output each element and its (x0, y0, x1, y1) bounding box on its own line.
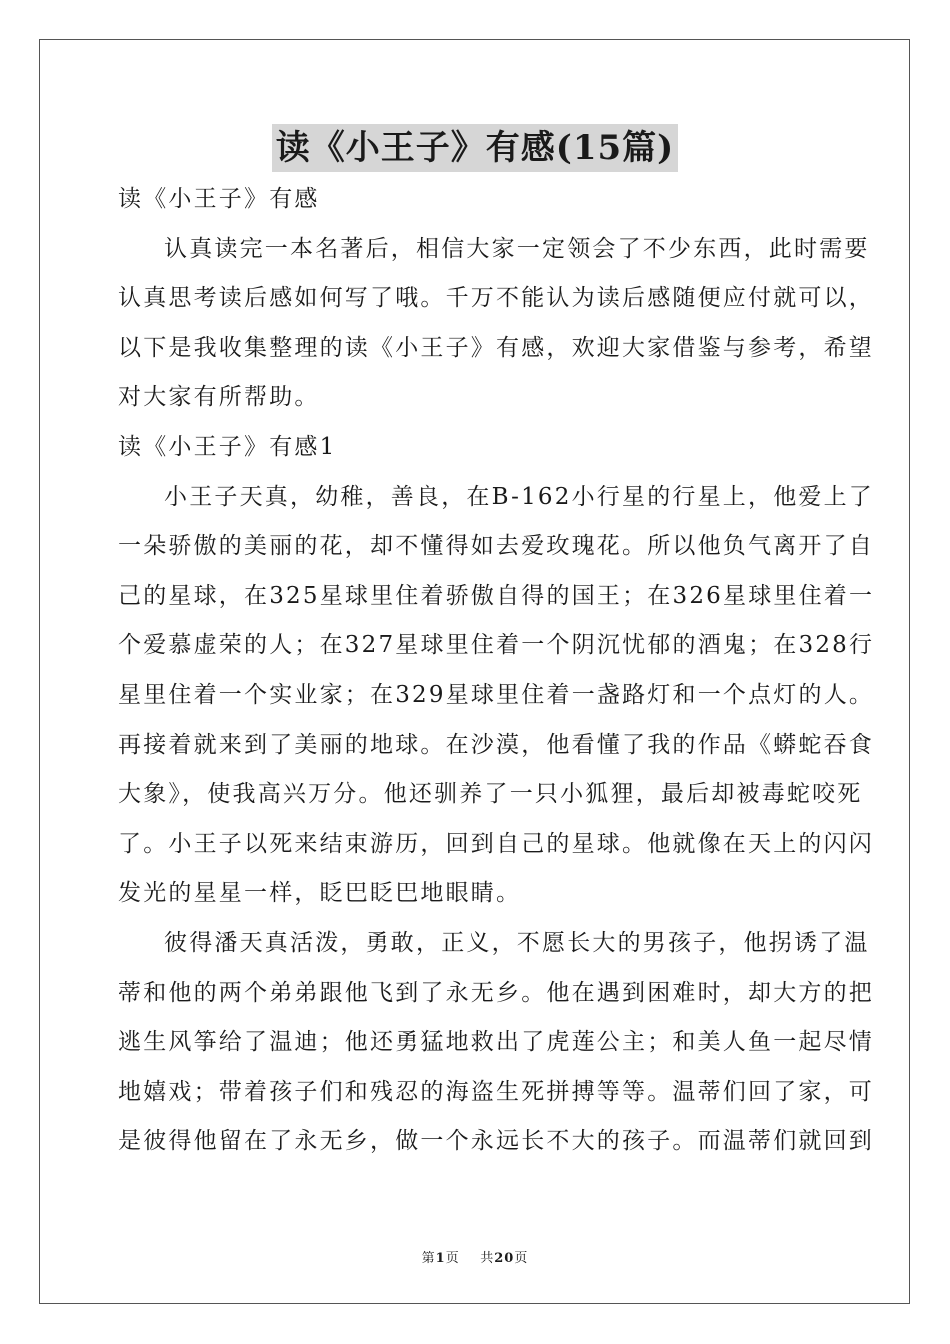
paragraph-2-line: 蒂和他的两个弟弟跟他飞到了永无乡。他在遇到困难时，却大方的把 (118, 979, 874, 1006)
paragraph-1-line: 己的星球，在325星球里住着骄傲自得的国王；在326星球里住着一 (118, 582, 875, 609)
paragraph-1-line: 发光的星星一样，眨巴眨巴地眼睛。 (118, 880, 522, 907)
document-body (118, 175, 875, 1167)
total-prefix: 共 (480, 1251, 495, 1266)
section-heading-intro: 读《小王子》有感 (118, 186, 320, 212)
page-prefix: 第 (421, 1251, 436, 1266)
paragraph-2-line: 地嬉戏；带着孩子们和残忍的海盗生死拼搏等等。温蒂们回了家，可 (118, 1078, 874, 1105)
page-footer (0, 1247, 950, 1266)
intro-line: 认真读完一本名著后，相信大家一定领会了不少东西，此时需要 (164, 235, 870, 262)
paragraph-1-line: 个爱慕虚荣的人；在327星球里住着一个阴沉忧郁的酒鬼；在328行 (118, 632, 875, 659)
total-pages: 20 (494, 1251, 515, 1266)
paragraph-1-line: 小王子天真，幼稚，善良，在B-162小行星的行星上，他爱上了 (164, 483, 874, 510)
paragraph-2-line: 逃生风筝给了温迪；他还勇猛地救出了虎莲公主；和美人鱼一起尽情 (118, 1029, 874, 1056)
section-heading-1: 读《小王子》有感1 (118, 433, 337, 460)
total-suffix: 页 (514, 1251, 529, 1266)
title-container (0, 124, 950, 172)
paragraph-1-line: 大象》，使我高兴万分。他还驯养了一只小狐狸，最后却被毒蛇咬死 (118, 781, 863, 808)
page-suffix: 页 (445, 1251, 460, 1266)
paragraph-1-line: 一朵骄傲的美丽的花，却不懂得如去爱玫瑰花。所以他负气离开了自 (118, 533, 874, 560)
intro-line: 对大家有所帮助。 (118, 384, 320, 411)
paragraph-2-line: 彼得潘天真活泼，勇敢，正义，不愿长大的男孩子，他拐诱了温 (164, 929, 870, 956)
paragraph-1-line: 星里住着一个实业家；在329星球里住着一盏路灯和一个点灯的人。 (118, 681, 875, 708)
paragraph-2-line: 是彼得他留在了永无乡，做一个永远长不大的孩子。而温蒂们就回到 (118, 1128, 874, 1155)
intro-line: 认真思考读后感如何写了哦。千万不能认为读后感随便应付就可以， (118, 285, 874, 312)
paragraph-1-line: 再接着就来到了美丽的地球。在沙漠，他看懂了我的作品《蟒蛇吞食 (118, 731, 874, 758)
page-number: 1 (435, 1251, 446, 1266)
document-title: 读《小王子》有感(15篇) (272, 124, 679, 172)
paragraph-1-line: 了。小王子以死来结束游历，回到自己的星球。他就像在天上的闪闪 (118, 830, 874, 857)
intro-line: 以下是我收集整理的读《小王子》有感，欢迎大家借鉴与参考，希望 (118, 334, 874, 361)
